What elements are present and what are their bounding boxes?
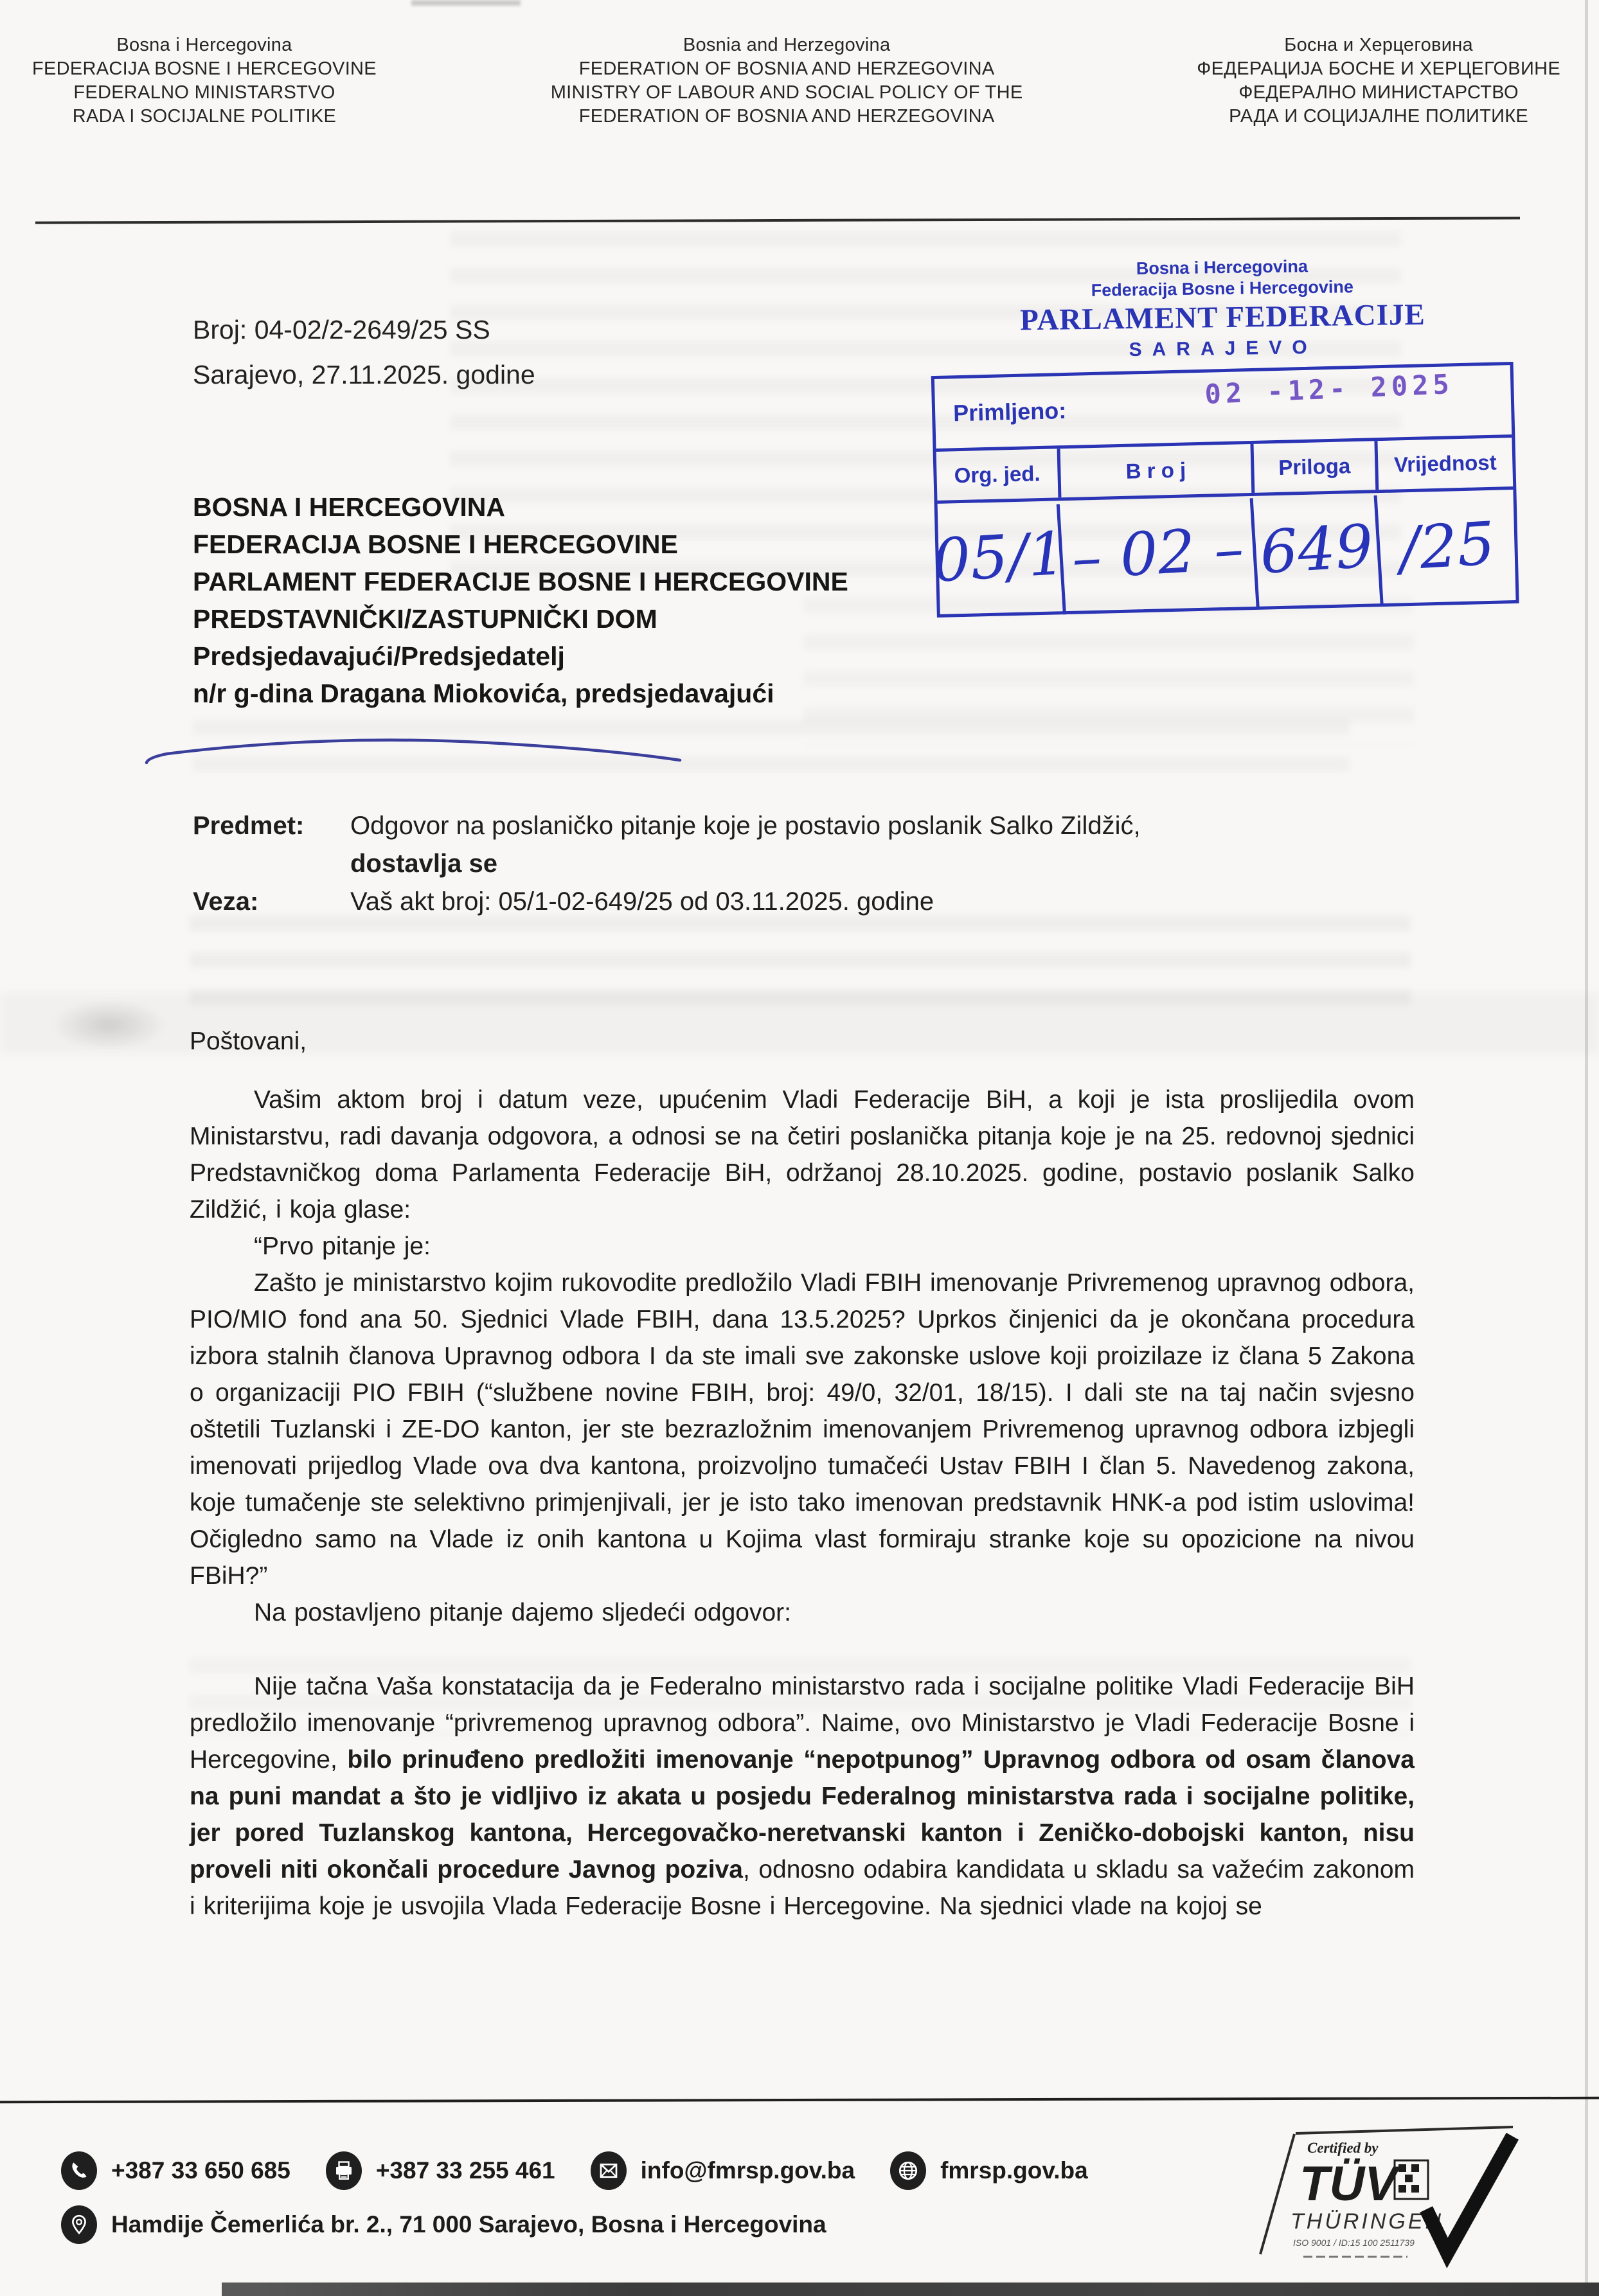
letterhead-line: ФЕДЕРАЛНО МИНИСТАРСТВО	[1238, 82, 1519, 103]
letterhead-line: FEDERATION OF BOSNIA AND HERZEGOVINA	[578, 106, 995, 127]
subject-row	[193, 807, 1417, 845]
stamp-value: 05/1	[931, 519, 1068, 596]
letterhead-line: RADA I SOCIJALNE POLITIKE	[72, 106, 337, 127]
reference-block	[193, 307, 535, 397]
stamp-title: PARLAMENT FEDERACIJE	[1019, 298, 1426, 337]
letter-body	[190, 1023, 1415, 1925]
salutation: Poštovani,	[190, 1028, 307, 1055]
subject-label-spacer	[193, 845, 350, 883]
letterhead-line: ФЕДЕРАЦИЈА БОСНЕ И ХЕРЦЕГОВИНЕ	[1197, 58, 1560, 79]
tuv-iso-text: ISO 9001 / ID:15 100 2511739	[1293, 2238, 1415, 2248]
document-number: Broj: 04-02/2-2649/25 SS	[193, 315, 490, 344]
stamp-received-row	[934, 365, 1512, 449]
footer-street-address: Hamdije Čemerlića br. 2., 71 000 Sarajevo, Bosna i Hercegovina	[111, 2211, 826, 2238]
reference-row	[193, 883, 1417, 921]
body-paragraph: Zašto je ministarstvo kojim rukovodite predložilo Vladi FBIH imenovanje Privremenog upravnog odbora, PIO/MIO fond ana 50. Sjednici Vlade FBIH, dana 13.5.2025? Uprkos činjenici da je okončana procedura izbora stalnih članova Upravnog odbora I da ste imali sve zakonske uslove koji proizilaze iz člana 5 Zakona o organizaciji PIO FBIH (“službene novine FBIH, broj: 49/0, 32/01, 18/15). I dali ste na taj način svjesno oštetili Tuzlanski i ZE-DO kanton, jer ste bezrazložnim imenovanjem Privremenog upravnog odbora izbjegli imenovati prijedlog Vlade ova dva kantona, proizvoljno tumačeći Ustav FBIH I član 5. Navedenog zakona, koje tumačenje ste selektivno primjenjivali, jer je isto tako imenovan predstavnik HNK-a pod istim uslovima! Očigledno samo na Vlade iz onih kantona u Kojima vlast formiraju stranke koje su opozicione na nivou FBiH?”	[190, 1269, 1415, 1590]
globe-icon	[890, 2151, 926, 2190]
footer-phone-number: +387 33 650 685	[111, 2157, 290, 2184]
tuv-brand-text: TÜV	[1300, 2157, 1397, 2211]
tuv-crest	[1395, 2160, 1428, 2199]
stamp-value: /25	[1374, 487, 1518, 605]
stamp-value: 649	[1249, 491, 1380, 609]
tuv-frame-left	[1260, 2134, 1294, 2254]
stamp-values-row	[931, 486, 1515, 614]
stamp-received-date: 02 -12- 2025	[1204, 368, 1454, 411]
subject-label: Predmet:	[193, 812, 305, 840]
stamp-line: Bosna i Hercegovina	[1136, 256, 1309, 278]
scan-artifact	[411, 0, 521, 6]
footer-website	[890, 2151, 1088, 2190]
reference-label: Veza:	[193, 887, 259, 916]
stamp-col-header: Priloga	[1250, 441, 1375, 493]
footer-fax	[326, 2151, 555, 2190]
pen-underline-swoosh	[122, 729, 701, 774]
footer-email	[591, 2151, 855, 2190]
footer-contact-row	[61, 2151, 1123, 2190]
scan-crease	[1585, 0, 1588, 2296]
footer-divider	[0, 2097, 1599, 2104]
received-stamp	[931, 253, 1518, 615]
letterhead-line: MINISTRY OF LABOUR AND SOCIAL POLICY OF THE	[550, 82, 1023, 103]
letterhead	[32, 33, 1560, 129]
tuv-frame-top	[1296, 2127, 1513, 2133]
letterhead-line: Босна и Херцеговина	[1284, 35, 1473, 55]
subject-text: Odgovor na poslaničko pitanje koje je postavio poslanik Salko Zildžić,	[350, 812, 1141, 840]
body-paragraph: Nije tačna Vaša konstatacija da je Federalno ministarstvo rada i socijalne politike Vladi Federacije BiH predložilo imenovanje “privremenog upravnog odbora”. Naime, ovo Ministarstvo je Vladi Federacije Bosne i Hercegovine, bilo prinuđeno predložiti imenovanje “nepotpunog” Upravnog odbora od osam članova na puni mandat a što je vidljivo iz akata u posjedu Federalnog ministarstva rada i socijalne politike, jer pored Tuzlanskog kantona, Hercegovačko-neretvanski kanton i Zeničko-dobojski kanton, nisu proveli niti okončali procedure Javnog poziva, odnosno odabira kandidata u skladu sa važećim zakonom i kriterijima koje je usvojila Vlada Federacije Bosne i Hercegovine. Na sjednici vlade na kojoj se	[190, 1673, 1415, 1920]
letterhead-cyrillic	[1197, 33, 1560, 129]
bleedthrough-text	[803, 598, 1414, 745]
body-paragraph: Vašim aktom broj i datum veze, upućenim Vladi Federacije BiH, a koji je ista proslijedila ovom Ministarstvu, radi davanja odgovora, a odnosi se na četiri poslanička pitanja koje je na 25. redovnoj sjednici Predstavničkog doma Parlamenta Federacije BiH, održanoj 28.10.2025. godine, postavio poslanik Salko Zildžić, i koja glase:	[190, 1086, 1415, 1224]
tuv-certified-by-label: Certified by	[1307, 2140, 1379, 2156]
stamp-col-header: Org. jed.	[954, 461, 1041, 488]
tuv-certification-logo	[1252, 2118, 1554, 2279]
scan-smudge	[51, 999, 167, 1051]
fax-icon	[326, 2151, 362, 2190]
letterhead-english	[551, 33, 1023, 129]
subject-text-bold: dostavlja se	[350, 850, 498, 878]
stamp-value: – 02 –	[1057, 493, 1256, 615]
scan-edge-strip	[222, 2283, 1599, 2296]
header-divider	[35, 217, 1520, 224]
footer-website-url: fmrsp.gov.ba	[940, 2157, 1088, 2184]
stamp-line: Federacija Bosne i Hercegovine	[1091, 277, 1354, 300]
recipient-line: Predsjedavajući/Predsjedatelj	[193, 641, 565, 671]
phone-icon	[61, 2151, 97, 2190]
footer-email-address: info@fmrsp.gov.ba	[640, 2157, 855, 2184]
location-pin-icon	[61, 2205, 97, 2244]
letterhead-line: Bosna i Hercegovina	[116, 35, 292, 55]
recipient-line: PREDSTAVNIČKI/ZASTUPNIČKI DOM	[193, 604, 657, 634]
recipient-line: BOSNA I HERCEGOVINA	[193, 492, 505, 522]
letterhead-line: FEDERALNO MINISTARSTVO	[73, 82, 335, 103]
reference-text: Vaš akt broj: 05/1-02-649/25 od 03.11.2025. godine	[350, 887, 934, 916]
stamp-col-header: B r o j	[1057, 444, 1251, 497]
stamp-city: SARAJEVO	[1129, 336, 1318, 361]
recipient-line: FEDERACIJA BOSNE I HERCEGOVINE	[193, 530, 678, 559]
footer-fax-number: +387 33 255 461	[375, 2157, 555, 2184]
letterhead-line: Bosnia and Herzegovina	[683, 35, 891, 55]
body-paragraph: “Prvo pitanje je:	[254, 1233, 431, 1260]
footer-address	[61, 2205, 826, 2244]
tuv-checkmark	[1429, 2142, 1509, 2253]
footer-phone	[61, 2151, 290, 2190]
footer-address-row	[61, 2205, 862, 2244]
tuv-region-text: THÜRINGEN	[1291, 2209, 1444, 2234]
letterhead-bosnian	[32, 33, 377, 129]
subject-row	[193, 845, 1417, 883]
letterhead-line: FEDERATION OF BOSNIA AND HERZEGOVINA	[578, 58, 995, 79]
recipient-block	[193, 488, 848, 712]
envelope-icon	[591, 2151, 627, 2190]
stamp-col-header: Vrijednost	[1374, 438, 1513, 490]
recipient-line: PARLAMENT FEDERACIJE BOSNE I HERCEGOVINE	[193, 567, 848, 596]
body-paragraph: Na postavljeno pitanje dajemo sljedeći odgovor:	[254, 1599, 792, 1626]
subject-block	[193, 807, 1417, 921]
stamp-table	[931, 362, 1519, 618]
letterhead-line: FEDERACIJA BOSNE I HERCEGOVINE	[32, 58, 377, 79]
letterhead-line: РАДА И СОЦИЈАЛНЕ ПОЛИТИКЕ	[1229, 106, 1529, 127]
recipient-line: n/r g-dina Dragana Miokovića, predsjedavajući	[193, 679, 774, 708]
stamp-received-label: Primljeno:	[952, 396, 1067, 427]
place-date: Sarajevo, 27.11.2025. godine	[193, 360, 535, 389]
